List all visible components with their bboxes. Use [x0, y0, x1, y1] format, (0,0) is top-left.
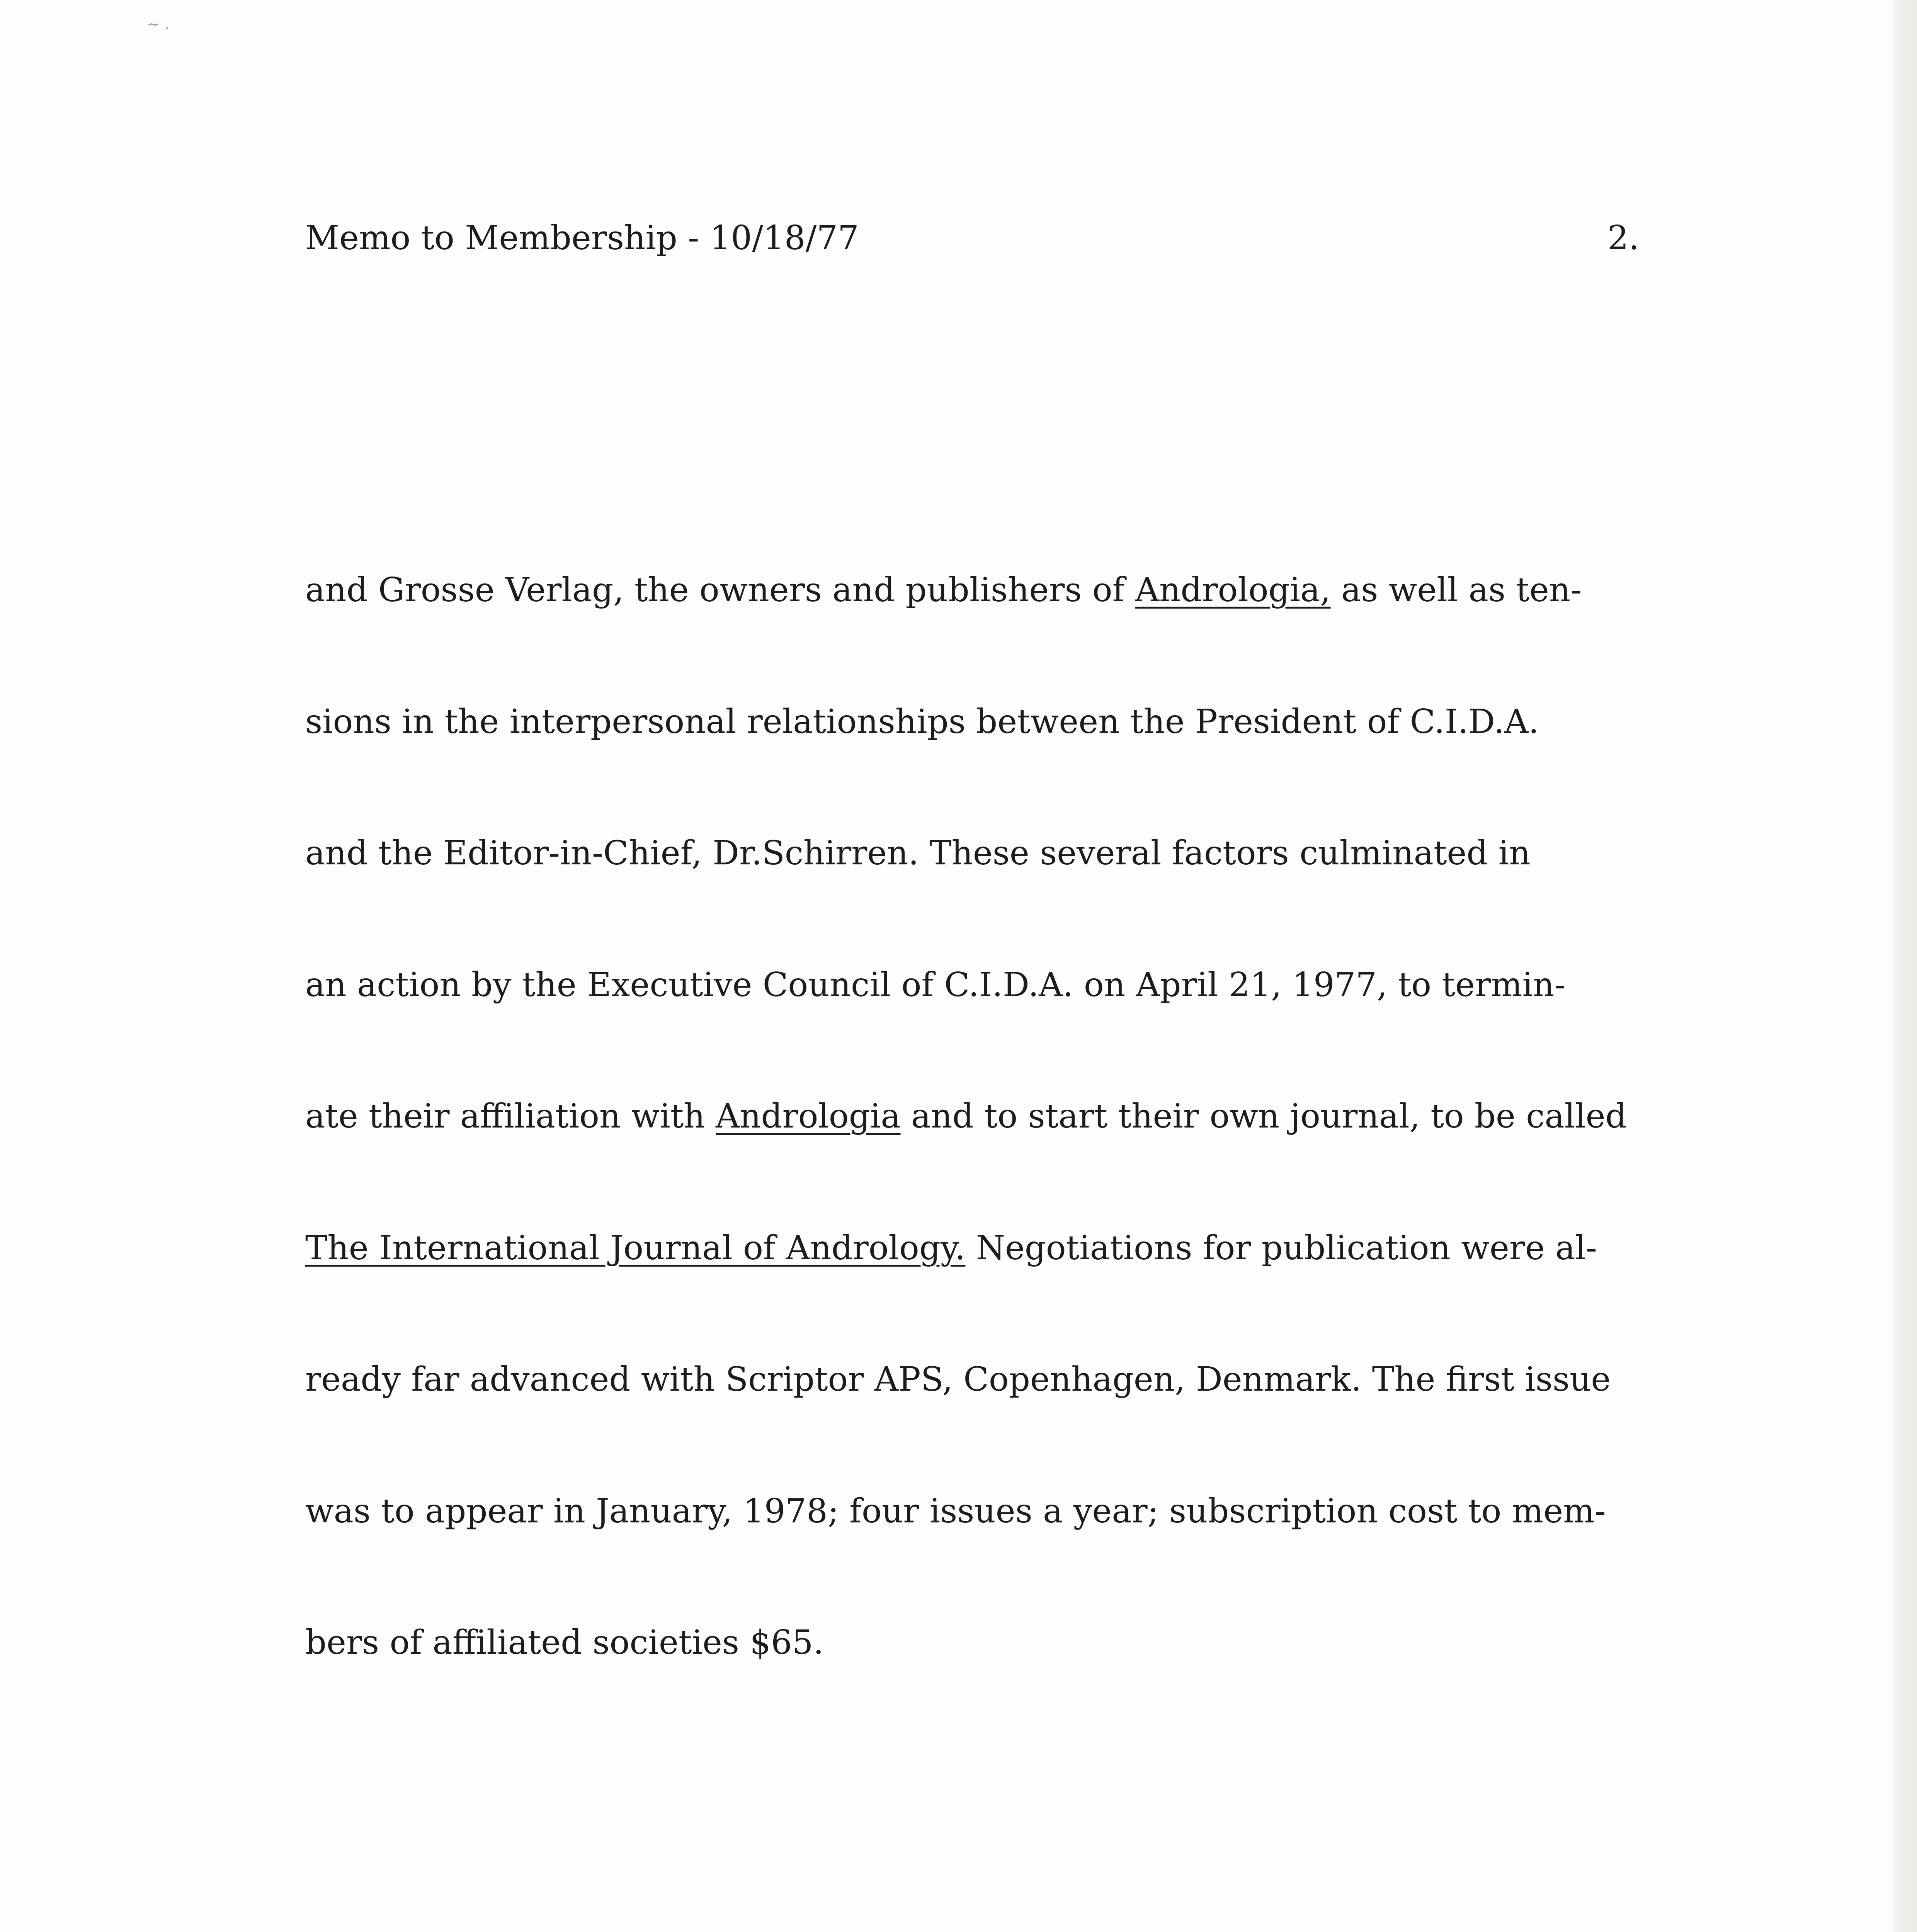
- paper-edge-shadow: [1893, 0, 1917, 1932]
- text-line: ate their affiliation with Andrologia and to start their own journal, to be called: [305, 1097, 1627, 1136]
- underlined-title-international-journal: The International Journal of Andrology.: [305, 1228, 966, 1267]
- text-line: The International Journal of Andrology. Negotiations for publication were al-: [305, 1228, 1597, 1267]
- text-line: sions in the interpersonal relationships between the President of C.I.D.A.: [305, 702, 1539, 741]
- underlined-title-andrologia: Andrologia,: [1135, 571, 1331, 609]
- memo-header-title: Memo to Membership - 10/18/77: [305, 219, 859, 257]
- text-line: bers of affiliated societies $65.: [305, 1623, 824, 1662]
- text-line: was to appear in January, 1978; four issues a year; subscription cost to mem-: [305, 1492, 1606, 1531]
- text-line: an action by the Executive Council of C.I.D.A. on April 21, 1977, to termin-: [305, 965, 1566, 1004]
- paragraph-4-continued: [305, 481, 1667, 1753]
- text-line: and the Editor-in-Chief, Dr.Schirren. These several factors culminated in: [305, 834, 1531, 872]
- memo-body: [305, 305, 1667, 1932]
- text-line: ready far advanced with Scriptor APS, Copenhagen, Denmark. The first issue: [305, 1360, 1611, 1399]
- underlined-title-andrologia: Andrologia: [715, 1097, 901, 1136]
- text-line: and Grosse Verlag, the owners and publishers of Andrologia, as well as ten-: [305, 571, 1582, 609]
- page-number: 2.: [1607, 219, 1640, 257]
- stray-mark: ~ .: [147, 15, 170, 33]
